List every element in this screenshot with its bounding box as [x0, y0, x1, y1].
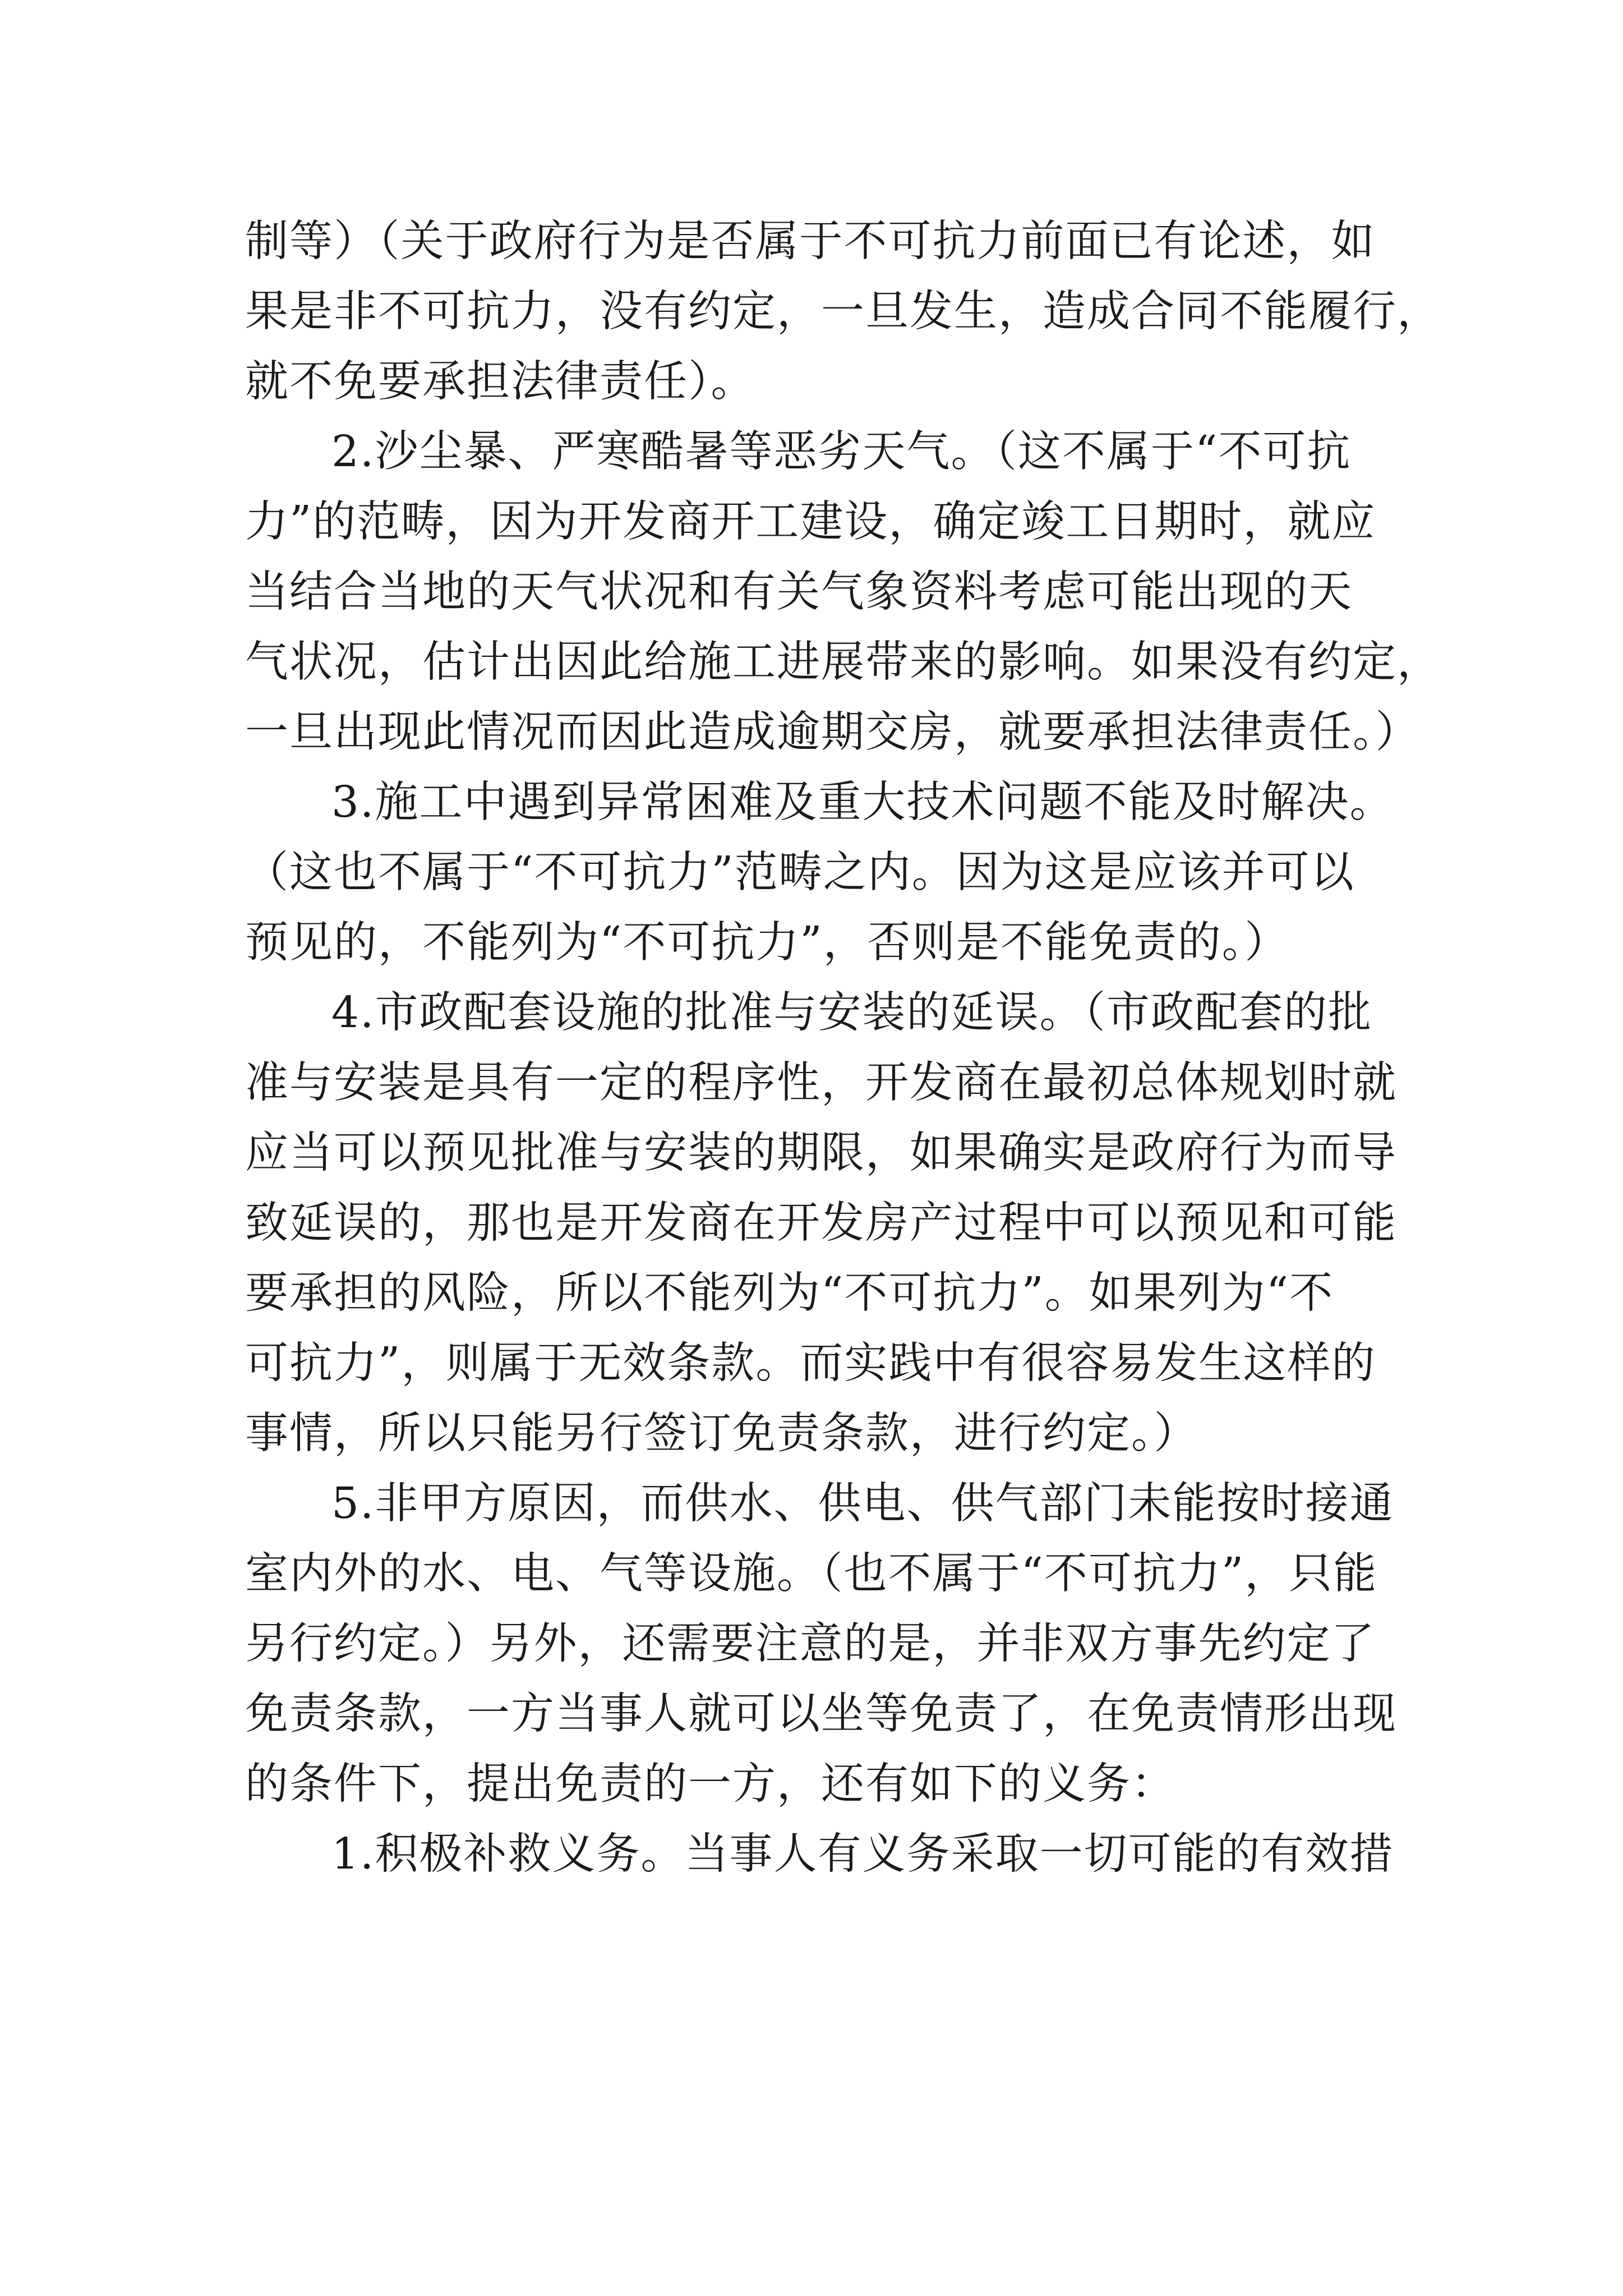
paragraph-start-line: 4.市政配套设施的批准与安装的延误。（市政配套的批 [331, 988, 1372, 1038]
text-line: 可抗力”，则属于无效条款。而实践中有很容易发生这样的 [245, 1338, 1376, 1388]
paragraph-start-line: 3.施工中遇到异常困难及重大技术问题不能及时解决。 [331, 777, 1394, 827]
text-line: 气状况，估计出因此给施工进展带来的影响。如果没有约定， [245, 637, 1441, 687]
text-line: 致延误的，那也是开发商在开发房产过程中可以预见和可能 [245, 1198, 1397, 1248]
text-line: 另行约定。）另外，还需要注意的是，并非双方事先约定了 [245, 1619, 1376, 1669]
text-line: 事情，所以只能另行签订免责条款，进行约定。） [245, 1409, 1198, 1458]
text-line: 当结合当地的天气状况和有关气象资料考虑可能出现的天 [245, 567, 1353, 617]
text-line: 室内外的水、电、气等设施。（也不属于“不可抗力”，只能 [245, 1549, 1378, 1599]
text-line: 要承担的风险，所以不能列为“不可抗力”。如果列为“不 [245, 1268, 1334, 1318]
text-line: 的条件下，提出免责的一方，还有如下的义务： [245, 1759, 1175, 1809]
text-line: 果是非不可抗力，没有约定，一旦发生，造成合同不能履行， [245, 287, 1441, 337]
text-line: 就不免要承担法律责任）。 [245, 357, 755, 407]
text-line: 预见的，不能列为“不可抗力”，否则是不能免责的。） [245, 918, 1289, 968]
paragraph-start-line: 5.非甲方原因，而供水、供电、供气部门未能按时接通 [331, 1479, 1394, 1529]
text-line: 免责条款，一方当事人就可以坐等免责了，在免责情形出现 [245, 1689, 1397, 1739]
text-line: 力”的范畴，因为开发商开工建设，确定竣工日期时，就应 [245, 497, 1376, 547]
document-body [245, 206, 1441, 1889]
paragraph-start-line: 2.沙尘暴、严寒酷暑等恶劣天气。（这不属于“不可抗 [331, 427, 1352, 477]
paragraph-start-line: 1.积极补救义务。当事人有义务采取一切可能的有效措 [331, 1829, 1394, 1879]
text-line: 准与安装是具有一定的程序性，开发商在最初总体规划时就 [245, 1058, 1397, 1108]
text-line: 制等）（关于政府行为是否属于不可抗力前面已有论述，如 [245, 217, 1376, 266]
text-line: 一旦出现此情况而因此造成逾期交房，就要承担法律责任。） [245, 707, 1420, 757]
text-line: 应当可以预见批准与安装的期限，如果确实是政府行为而导 [245, 1128, 1397, 1178]
text-line: （这也不属于“不可抗力”范畴之内。因为这是应该并可以 [245, 848, 1355, 898]
